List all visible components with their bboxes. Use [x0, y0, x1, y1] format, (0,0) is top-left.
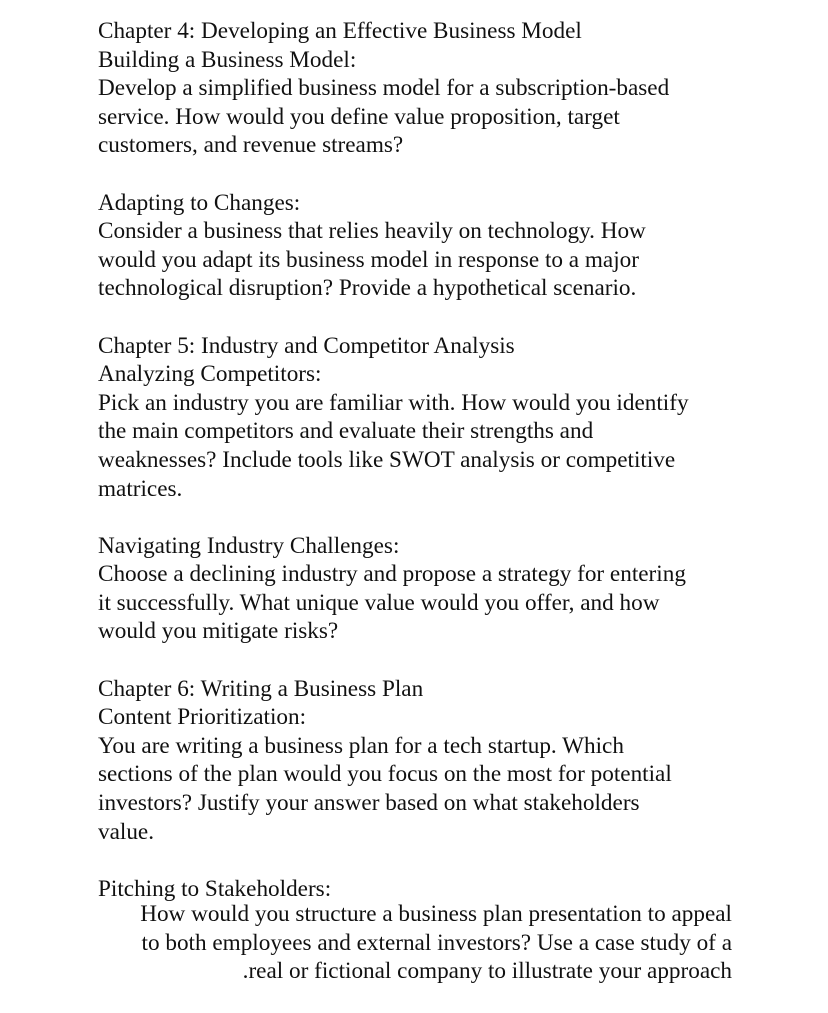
paragraph-line: to both employees and external investors? Use a case study of a: [141, 929, 732, 956]
paragraph-gap: [98, 503, 738, 532]
paragraph-line: You are writing a business plan for a tech startup. Which: [98, 732, 624, 759]
paragraph-line: How would you structure a business plan presentation to appeal: [140, 901, 732, 927]
paragraph-line: the main competitors and evaluate their strengths and: [98, 418, 594, 445]
paragraph-line: sections of the plan would you focus on the most for potential: [98, 761, 672, 788]
topic-heading-content-prioritization: Content Prioritization:: [98, 704, 307, 731]
chapter-6-title: Chapter 6: Writing a Business Plan: [98, 675, 424, 702]
topic-heading-navigating-industry-challenges: Navigating Industry Challenges:: [98, 532, 400, 559]
paragraph-line: weaknesses? Include tools like SWOT analysis or competitive: [98, 446, 676, 473]
paragraph-gap: [98, 646, 738, 675]
paragraph-line: Choose a declining industry and propose a strategy for entering: [98, 561, 686, 588]
topic-heading-pitching-to-stakeholders: Pitching to Stakeholders:: [98, 875, 332, 902]
paragraph-line: it successfully. What unique value would you offer, and how: [98, 589, 660, 616]
topic-heading-analyzing-competitors: Analyzing Competitors:: [98, 361, 322, 388]
paragraph-line: customers, and revenue streams?: [98, 132, 404, 159]
paragraph-line: Pick an industry you are familiar with. How would you identify: [98, 389, 689, 416]
paragraph-line: matrices.: [98, 475, 183, 502]
paragraph-gap: [98, 303, 738, 332]
paragraph-line: .real or fictional company to illustrate your approach: [242, 958, 732, 985]
paragraph-line: would you adapt its business model in response to a major: [98, 246, 639, 273]
topic-heading-adapting-to-changes: Adapting to Changes:: [98, 189, 301, 216]
chapter-5-title: Chapter 5: Industry and Competitor Analysis: [98, 332, 515, 359]
paragraph-line: would you mitigate risks?: [98, 618, 339, 645]
paragraph-line: service. How would you define value proposition, target: [98, 103, 620, 130]
paragraph-line: Develop a simplified business model for a subscription-based: [98, 75, 670, 102]
paragraph-gap: [98, 160, 738, 189]
document-body: [98, 17, 738, 903]
paragraph-gap: [98, 846, 738, 875]
paragraph-line: investors? Justify your answer based on what stakeholders: [98, 790, 640, 817]
pitching-paragraph-right-aligned: [98, 900, 732, 986]
topic-heading-building-business-model: Building a Business Model:: [98, 46, 357, 73]
chapter-4-title: Chapter 4: Developing an Effective Business Model: [98, 18, 582, 44]
paragraph-line: technological disruption? Provide a hypothetical scenario.: [98, 275, 637, 302]
paragraph-line: Consider a business that relies heavily on technology. How: [98, 218, 646, 245]
paragraph-line: value.: [98, 818, 155, 845]
